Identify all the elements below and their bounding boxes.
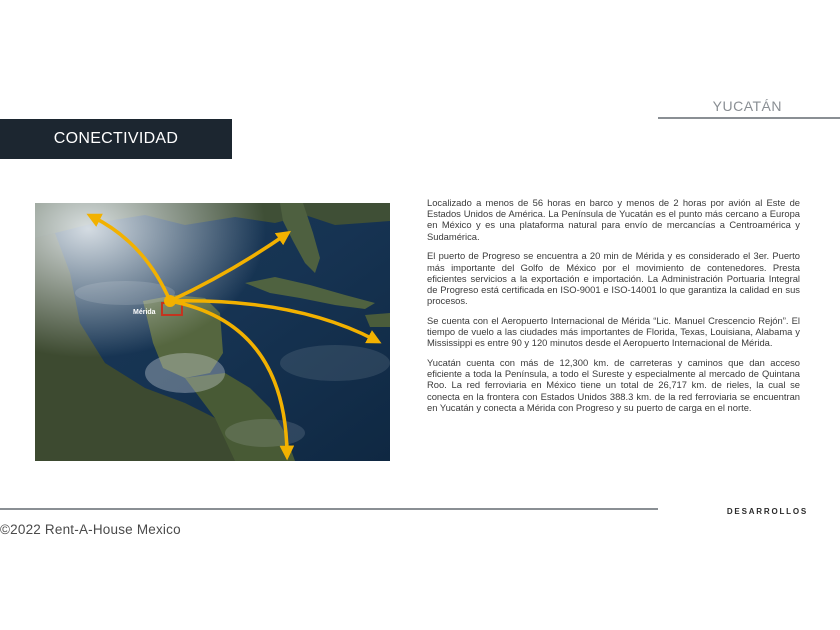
paragraph-airport: Se cuenta con el Aeropuerto Internacional de Mérida “Lic. Manuel Crescencio Rejón”. El tiempo de vuelo a las ciudades más importantes de Florida, Texas, Louisiana, Alabama y Mississippi es entre 90 y 120 minutos desde el Aeropuerto Internacional de Mérida. <box>427 314 800 349</box>
merida-location-dot <box>164 295 176 307</box>
connectivity-description <box>427 197 800 421</box>
section-title-band <box>0 119 232 159</box>
copyright-watermark: ©2022 Rent-A-House Mexico <box>0 522 181 537</box>
paragraph-roads-rail: Yucatán cuenta con más de 12,300 km. de carreteras y caminos que dan acceso eficiente a toda la Península, a todo el Sureste y especialmente al mercado de Quintana Roo. La red ferroviaria en México tiene un total de 26,717 km. de rieles, la cual se conecta en la frontera con Estados Unidos 388.3 km. de la red ferroviaria se encuentran en Yucatán y conecta a Mérida con Progreso y su puerto de carga en el norte. <box>427 356 800 413</box>
region-rule <box>658 117 840 119</box>
footer-rule <box>0 508 658 510</box>
paragraph-port: El puerto de Progreso se encuentra a 20 min de Mérida y es considerado el 3er. Puerto más importante del Golfo de México por el movimiento de contenedores. Presta eficientes servicios a la exportación e importación. La Administración Portuaria Integral de Progreso está certificada en ISO-9001 e ISO-14001 lo que garantiza la calidad en sus procesos. <box>427 250 800 307</box>
paragraph-location: Localizado a menos de 56 horas en barco y menos de 2 horas por avión al Este de Estados Unidos de América. La Península de Yucatán es el punto más cercano a Europa en México y es una plataforma natural para envío de mercancías a Centroamérica y Sudamérica. <box>427 197 800 242</box>
brand-label: DESARROLLOS <box>726 507 808 516</box>
section-title: CONECTIVIDAD <box>53 130 179 147</box>
connectivity-map <box>35 203 390 461</box>
merida-label: Mérida <box>133 309 156 316</box>
satellite-map-image <box>35 203 390 461</box>
region-label: YUCATÁN <box>712 98 782 114</box>
